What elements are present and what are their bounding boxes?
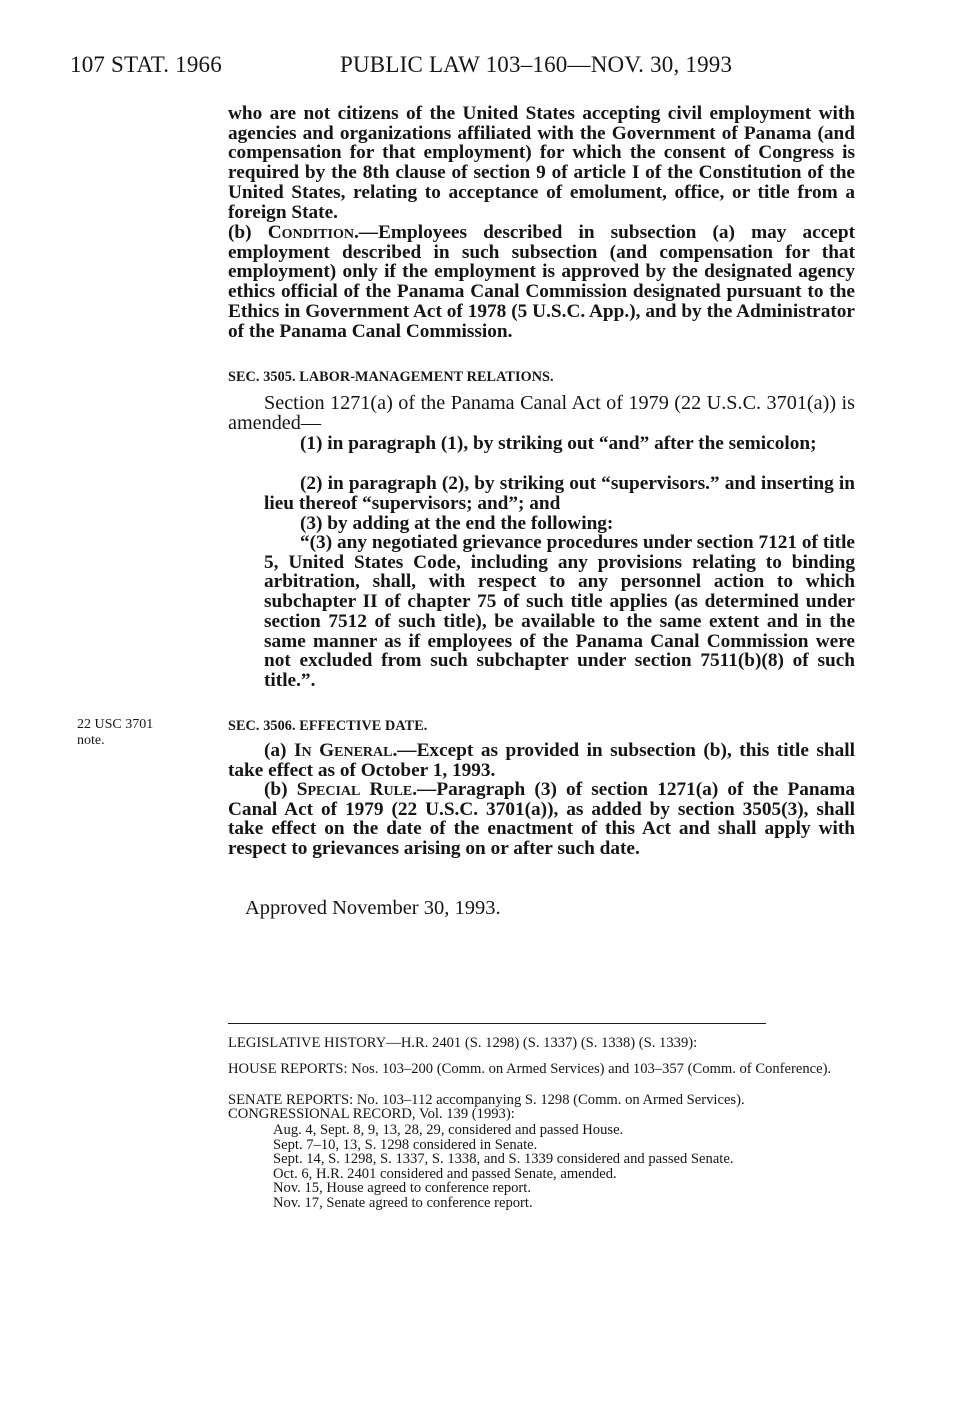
subsection-heading: Special Rule [296, 779, 413, 800]
record-entry: Nov. 17, Senate agreed to conference report. [273, 1194, 533, 1211]
quoted-paragraph-3: “(3) any negotiated grievance procedures under section 7121 of title 5, United States Code, including any provisions relating to binding arbitration, shall, with respect to any personnel action to which subchapter II of chapter 75 of such title applies (as determined under section 7512 of such title), be available to the same extent and in the same manner as if employees of the Panama Canal Commission were not excluded from such subchapter under section 7511(b)(8) of such title.”. [264, 532, 855, 691]
footnote-divider [228, 1023, 766, 1024]
record-entry: Aug. 4, Sept. 8, 9, 13, 28, 29, considered and passed House. [273, 1122, 624, 1138]
subsection-text: .—Employees described in subsection (a) may accept employment described in such subsection (and compensation for that employment) only if the employment is approved by the designated agency ethics official of the Panama Canal Commission designated pursuant to the Ethics in Government Act of 1978 (5 U.S.C. App.), and by the Administrator of the Panama Canal Commission. [228, 222, 855, 342]
congressional-record: CONGRESSIONAL RECORD, Vol. 139 (1993): [228, 1106, 515, 1122]
amendment-item-2: (2) in paragraph (2), by striking out “supervisors.” and inserting in lieu thereof “supervisors; and”; and [264, 473, 855, 514]
record-entries [273, 1123, 873, 1211]
amendment-item-1: (1) in paragraph (1), by striking out “and” after the semicolon; [300, 433, 817, 454]
house-reports: HOUSE REPORTS: Nos. 103–200 (Comm. on Armed Services) and 103–357 (Comm. of Conference). [228, 1061, 832, 1077]
subsection-label: (b) [264, 779, 297, 800]
public-law-header: PUBLIC LAW 103–160—NOV. 30, 1993 [340, 52, 733, 77]
record-entry: Sept. 14, S. 1298, S. 1337, S. 1338, and S. 1339 considered and passed Senate. [273, 1151, 734, 1168]
subsection-text: .—Except as provided in subsection (b), this title shall take effect as of October 1, 1993. [228, 740, 855, 781]
statute-page-number: 107 STAT. 1966 [70, 52, 222, 77]
subsection-a-in-general [228, 741, 855, 780]
subsection-text: .—Paragraph (3) of section 1271(a) of the Panama Canal Act of 1979 (22 U.S.C. 3701(a)), as added by section 3505(3), shall take effect on the date of the enactment of this Act and shall apply with respect to grievances arising on or after such date. [228, 779, 855, 860]
legislative-history-title: LEGISLATIVE HISTORY—H.R. 2401 (S. 1298) (S. 1337) (S. 1338) (S. 1339): [228, 1035, 698, 1051]
subsection-label: (b) [228, 222, 268, 243]
subsection-b-special-rule [228, 780, 855, 859]
amendment-item-3: (3) by adding at the end the following: [300, 513, 614, 534]
record-entry: Oct. 6, H.R. 2401 considered and passed Senate, amended. [273, 1165, 617, 1182]
margin-note-citation: 22 USC 3701 [77, 717, 154, 732]
section-3505-intro: Section 1271(a) of the Panama Canal Act of 1979 (22 U.S.C. 3701(a)) is amended— [228, 392, 855, 434]
senate-reports: SENATE REPORTS: No. 103–112 accompanying S. 1298 (Comm. on Armed Services). [228, 1092, 745, 1108]
section-3506-heading: SEC. 3506. EFFECTIVE DATE. [228, 718, 428, 734]
section-3505-heading: SEC. 3505. LABOR-MANAGEMENT RELATIONS. [228, 369, 554, 385]
margin-note-suffix: note. [77, 733, 105, 748]
approval-date: Approved November 30, 1993. [245, 897, 501, 919]
margin-note [77, 717, 153, 749]
record-entry: Nov. 15, House agreed to conference report. [273, 1180, 531, 1197]
subsection-label: (a) [264, 740, 294, 761]
record-entry: Sept. 7–10, 13, S. 1298 considered in Senate. [273, 1136, 538, 1153]
subsection-heading: In General [294, 740, 393, 761]
subsection-b-condition [228, 223, 855, 341]
continued-paragraph: who are not citizens of the United States accepting civil employment with agencies and organizations affiliated with the Government of Panama (and compensation for that employment) for which the consent of Congress is required by the 8th clause of section 9 of article I of the Constitution of the United States, relating to acceptance of emolument, office, or title from a foreign State. [228, 103, 855, 223]
subsection-heading: Condition [267, 222, 354, 243]
